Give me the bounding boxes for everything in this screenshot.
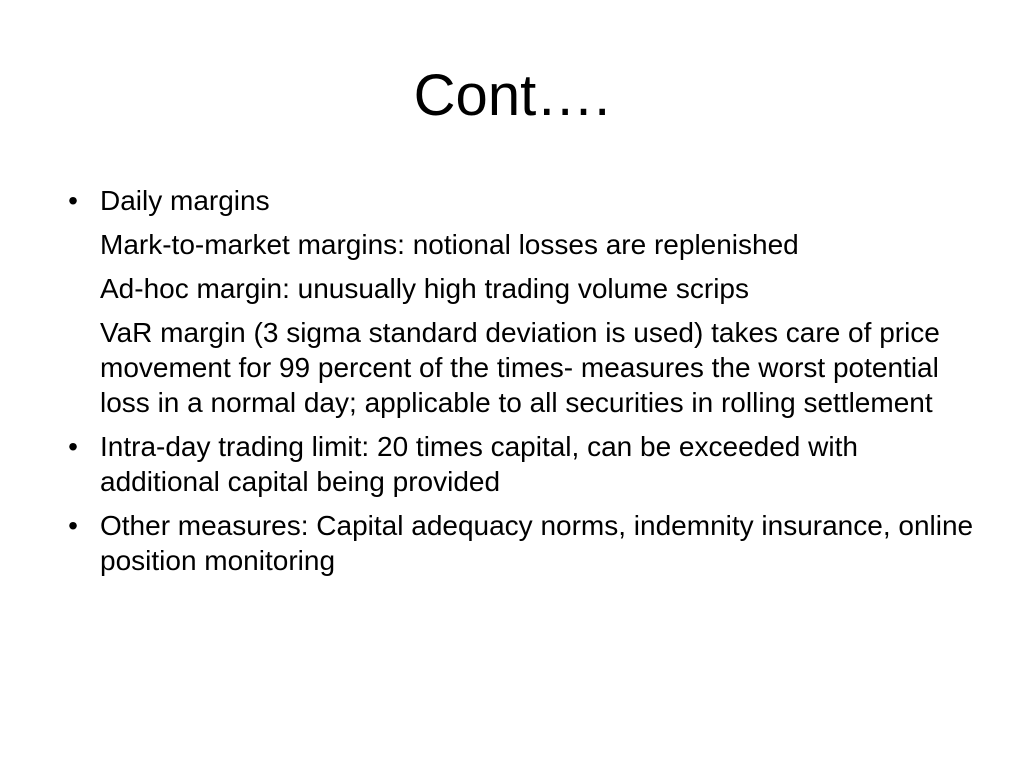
slide-body [58, 183, 978, 587]
sub-item-mark-to-market: Mark-to-market margins: notional losses are replenished [100, 229, 799, 260]
sub-item-var-margin: VaR margin (3 sigma standard deviation is used) takes care of price movement for 99 percent of the times- measures the worst potential loss in a normal day; applicable to all securities in rolling settlement [100, 317, 940, 418]
bullet-item-other-measures [58, 508, 978, 578]
bullet-text: Daily margins [100, 185, 270, 216]
bullet-text: Intra-day trading limit: 20 times capital, can be exceeded with additional capital being provided [100, 431, 858, 497]
bullet-icon: • [68, 510, 78, 541]
bullet-icon: • [68, 185, 78, 216]
bullet-text: Other measures: Capital adequacy norms, indemnity insurance, online position monitoring [100, 510, 974, 576]
sub-item-ad-hoc-margin: Ad-hoc margin: unusually high trading volume scrips [100, 273, 749, 304]
bullet-item-daily-margins [58, 183, 978, 218]
slide-title: Cont…. [413, 63, 611, 128]
bullet-item-intra-day-limit [58, 429, 978, 499]
bullet-icon: • [68, 431, 78, 462]
